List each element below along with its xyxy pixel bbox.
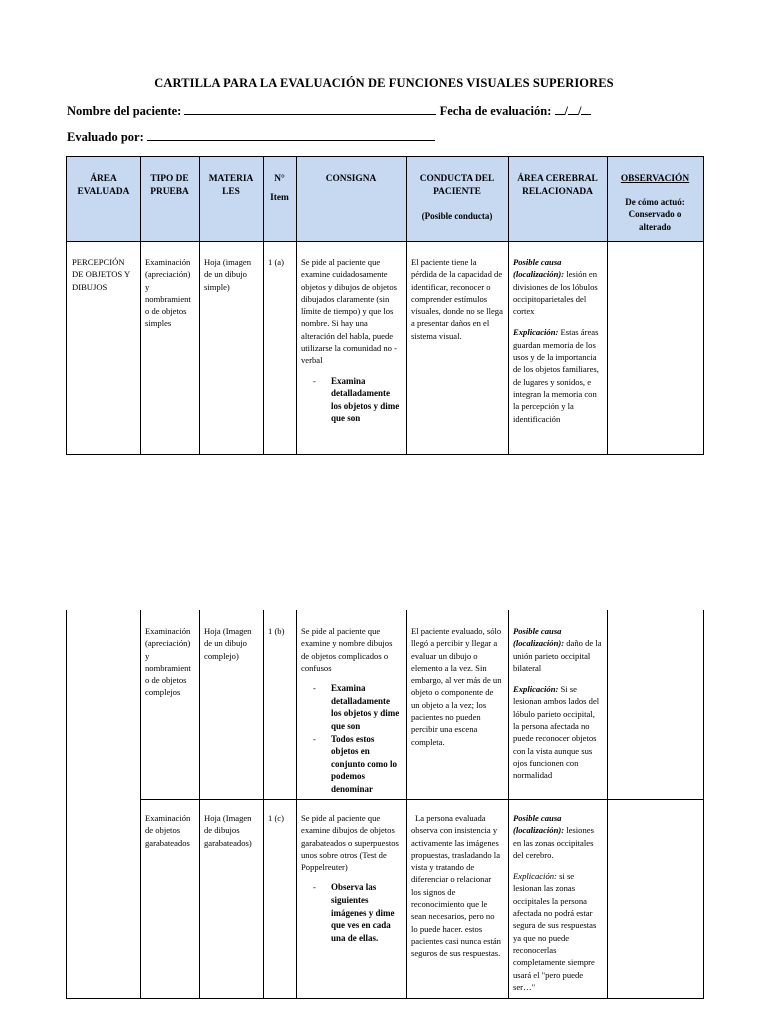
row2-causa: daño de la unión parieto occipital bilateral — [513, 638, 602, 673]
row2-explicacion: Si se lesionan ambos lados del lóbulo parieto occipital, la persona afectada no puede reconocer objetos con la vista aunque sus ojos funcionen con normalidad — [513, 684, 600, 781]
row3-explicacion-label: Explicación: — [513, 871, 557, 882]
date-year-field[interactable] — [581, 103, 591, 115]
date-separator: / — [564, 104, 568, 118]
row2-bullet: - Examina detalladamente los objetos y dime que son — [313, 683, 400, 731]
row1-area: PERCEPCIÓN DE OBJETOS Y DIBUJOS — [72, 257, 130, 292]
row2-consigna — [296, 620, 406, 796]
row1-tipo: Examinación (apreciación) y nombramient o de objetos simples — [145, 257, 191, 329]
row2-item: 1 (b) — [268, 626, 285, 636]
row1-conducta: El paciente tiene la pérdida de la capacidad de identificar, reconocer o comprender estímulos visuales, donde no se llega a presentar daños en el sistema visual. — [411, 257, 503, 341]
row2-area-cerebral — [508, 620, 607, 782]
row3-consigna — [296, 807, 406, 944]
row2-tipo: Examinación (apreciación) y nombramient o de objetos complejos — [145, 626, 191, 698]
row3-conducta: La persona evaluada observa con insistencia y activamente las imágenes propuestas, trasladando la vista y tratando de diferenciar o relacionar los signos de reconocimiento que le sean necesarios, pero no lo puede hacer. estos pacientes casi nunca están seguros de sus respuestas. — [411, 813, 501, 959]
row2-observacion[interactable] — [607, 620, 703, 625]
patient-line — [67, 103, 591, 119]
header-item: Item — [270, 192, 289, 203]
row3-explicacion: si se lesionan las zonas occipitales la persona afectada no podrá estar segura de sus respuestas ya que no puede reconocerlas completamente siempre usará el "pero puede ser…" — [513, 871, 597, 992]
header-materiales: MATERIA LES — [208, 174, 254, 197]
row3-consigna-text: Se pide al paciente que examine dibujos de objetos garabateados o superpuestos unos sobre otros (Test de Poppelreuter) — [301, 813, 399, 873]
header-consigna: CONSIGNA — [325, 174, 377, 184]
header-observacion — [607, 157, 703, 233]
header-observacion-title: OBSERVACIÓN — [620, 174, 690, 184]
row1-area-cerebral — [508, 251, 607, 425]
row3-area-cerebral — [508, 807, 607, 993]
patient-name-field[interactable] — [184, 103, 436, 115]
row1-material: Hoja (imagen de un dibujo simple) — [204, 257, 252, 292]
row2-explicacion-label: Explicación: — [513, 684, 559, 695]
row1-causa: lesión en divisiones de los lóbulos occipitoparietales del cortex — [513, 269, 598, 317]
row1-observacion[interactable] — [607, 251, 703, 256]
patient-label: Nombre del paciente: — [67, 104, 182, 118]
header-conducta-sub: (Posible conducta) — [421, 211, 493, 222]
date-day-field[interactable] — [555, 103, 565, 115]
row3-causa: lesiones en las zonas occipitales del cerebro. — [513, 825, 594, 860]
evaluator-line — [67, 129, 435, 145]
row1-consigna-text: Se pide al paciente que examine cuidadosamente objetos y dibujos de objetos dibujados claramente (sin límite de tiempo) y que los nombre. Si hay una alteración del habla, puede utilizarse la comunidad no - verbal — [301, 257, 397, 366]
row2-conducta: El paciente evaluado, sólo llegó a percibir y llegar a evaluar un dibujo o elemento a la vez. Sin embargo, al ver más de un objeto o componente de un objeto a la vez; los pacientes no pueden percibir una escena completa. — [411, 626, 502, 747]
row1-consigna — [296, 251, 406, 425]
evaluator-label: Evaluado por: — [67, 130, 144, 144]
header-conducta-title: CONDUCTA DEL PACIENTE — [419, 174, 495, 197]
header-area: ÁREA EVALUADA — [77, 174, 130, 197]
header-num-symbol: N° — [274, 174, 285, 184]
date-month-field[interactable] — [568, 103, 578, 115]
date-label: Fecha de evaluación: — [439, 104, 552, 118]
header-tipo: TIPO DE PRUEBA — [150, 174, 189, 197]
row3-observacion[interactable] — [607, 807, 703, 812]
row3-item: 1 (c) — [268, 813, 284, 823]
row1-bullet: - Examina detalladamente los objetos y dime que son — [313, 375, 400, 424]
row3-tipo: Examinación de objetos garabateados — [145, 813, 191, 848]
row1-causa-label: Posible causa (localización): — [513, 257, 565, 280]
row2-bullet: - Todos estos objetos en conjunto como lo podemos denominar — [313, 733, 397, 794]
row3-material: Hoja (Imagen de dibujos garabateados) — [204, 813, 252, 848]
row2-material: Hoja (Imagen de un dibujo complejo) — [204, 626, 252, 661]
row3-causa-label: Posible causa (localización): — [513, 813, 565, 836]
row1-item: 1 (a) — [268, 257, 284, 267]
row1-explicacion: Estas áreas guardan memoria de los usos y de la importancia de los objetos familiares, de lugares y sonidos, e integran la memoria con la percepción y la identificación — [513, 327, 599, 424]
row1-explicacion-label: Explicación: — [513, 327, 559, 338]
row2-causa-label: Posible causa (localización): — [513, 626, 565, 649]
header-area-cerebral: ÁREA CEREBRAL RELACIONADA — [517, 174, 598, 197]
header-observacion-sub: De cómo actuó: Conservado o alterado — [625, 196, 685, 232]
document-title: CARTILLA PARA LA EVALUACIÓN DE FUNCIONES VISUALES SUPERIORES — [154, 76, 614, 90]
evaluator-field[interactable] — [147, 129, 435, 141]
date-separator: / — [578, 104, 582, 118]
row2-consigna-text: Se pide al paciente que examine y nombre dibujos de objetos complicados o confusos — [301, 626, 393, 673]
header-conducta — [406, 157, 508, 223]
row3-bullet: - Observa las siguientes imágenes y dime que ves en cada una de ellas. — [313, 882, 395, 943]
header-num — [263, 157, 296, 204]
